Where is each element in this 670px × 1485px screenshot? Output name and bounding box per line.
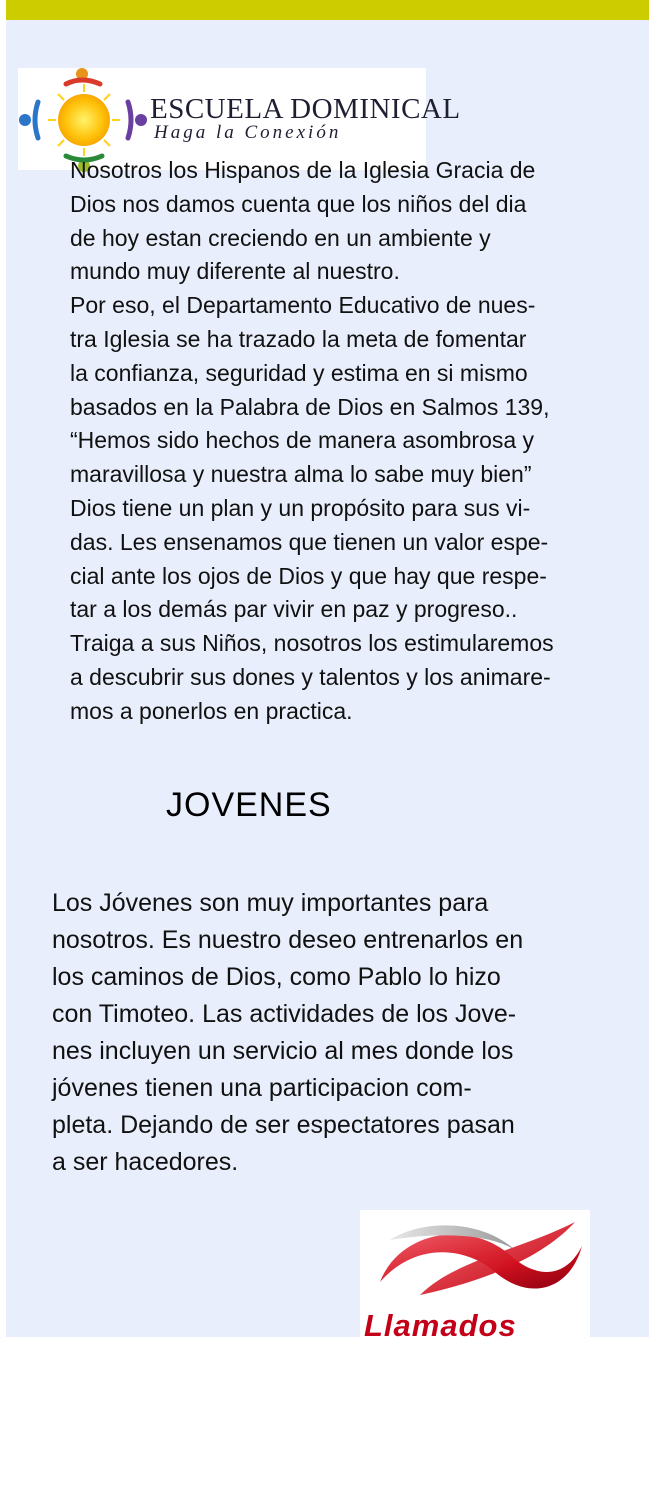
jovenes-line: nosotros. Es nuestro deseo entrenarlos en	[52, 926, 524, 954]
jovenes-line: a ser hacedores.	[52, 1148, 239, 1176]
logo-title: ESCUELA DOMINICAL	[150, 93, 461, 125]
intro-line: Traiga a sus Niños, nosotros los estimularemos	[70, 630, 554, 657]
jovenes-line: jóvenes tienen una participacion com-	[52, 1074, 472, 1102]
intro-line: tra Iglesia se ha trazado la meta de fomentar	[70, 325, 527, 352]
swoosh-fish-icon	[360, 1210, 590, 1310]
intro-line: tar a los demás par vivir en paz y progreso..	[70, 596, 518, 623]
intro-line: la confianza, seguridad y estima en si mismo	[70, 359, 528, 386]
intro-line: de hoy estan creciendo en un ambiente y	[70, 224, 491, 251]
jovenes-line: los caminos de Dios, como Pablo lo hizo	[52, 963, 501, 991]
intro-line: Dios tiene un plan y un propósito para sus vi-	[70, 494, 531, 521]
intro-line: Nosotros los Hispanos de la Iglesia Gracia de	[70, 157, 536, 183]
intro-line: mundo muy diferente al nuestro.	[70, 258, 400, 285]
intro-line: das. Les ensenamos que tienen un valor espe-	[70, 528, 549, 555]
top-accent-bar	[6, 0, 649, 20]
intro-line: cial ante los ojos de Dios y que hay que respe-	[70, 562, 547, 589]
llamados-wordmark: Llamados	[364, 1308, 517, 1343]
jovenes-line: pleta. Dejando de ser espectatores pasan	[52, 1111, 515, 1139]
jovenes-line: Los Jóvenes son muy importantes para	[52, 889, 489, 917]
intro-line: maravillosa y nuestra alma lo sabe muy bien”	[70, 461, 532, 488]
intro-line: mos a ponerlos en practica.	[70, 697, 353, 724]
jovenes-paragraph	[52, 885, 612, 1181]
logo-subtitle: Haga la Conexión	[154, 122, 342, 143]
intro-line: Por eso, el Departamento Educativo de nues-	[70, 292, 536, 319]
jovenes-line: con Timoteo. Las actividades de los Jove-	[52, 1000, 517, 1028]
jovenes-heading: JOVENES	[166, 786, 332, 824]
jovenes-line: nes incluyen un servicio al mes donde los	[52, 1037, 514, 1065]
intro-line: basados en la Palabra de Dios en Salmos 139,	[70, 393, 550, 420]
intro-line: Dios nos damos cuenta que los niños del dia	[70, 190, 527, 217]
intro-paragraph	[70, 154, 610, 729]
intro-line: “Hemos sido hechos de manera asombrosa y	[70, 427, 535, 454]
intro-line: a descubrir sus dones y talentos y los animare-	[70, 663, 551, 690]
